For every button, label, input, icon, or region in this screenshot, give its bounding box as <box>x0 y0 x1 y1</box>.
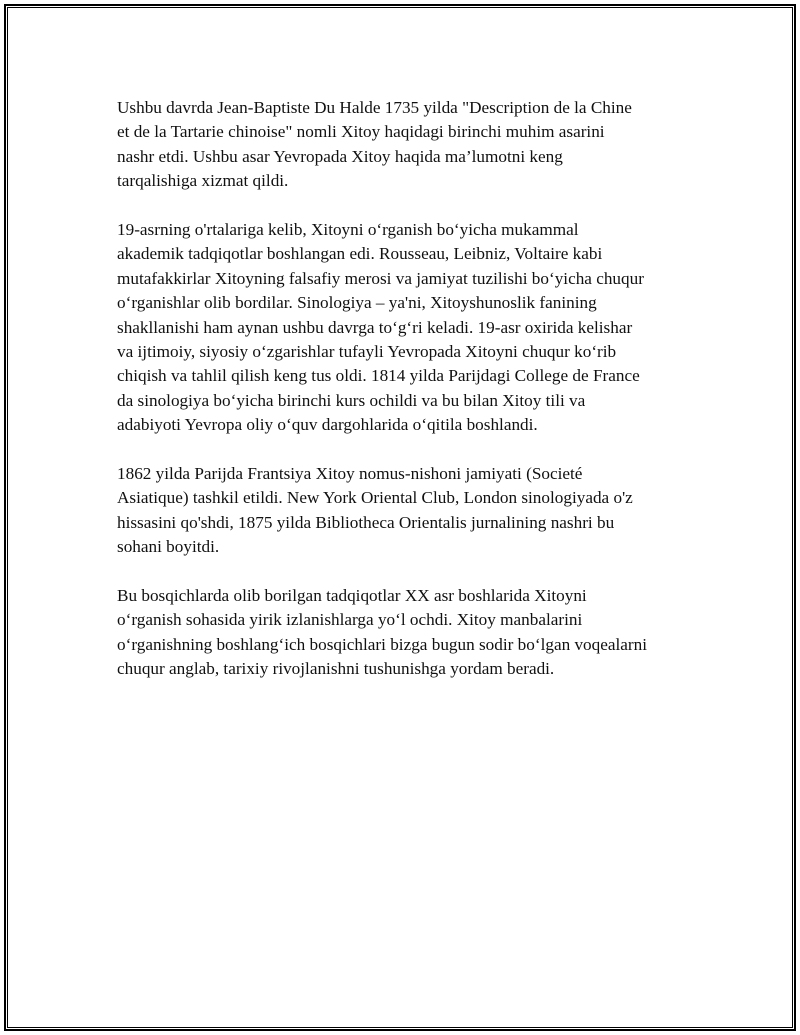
text-line: Asiatique) tashkil etildi. New York Oriental Club, London sinologiyada o'z <box>117 488 633 508</box>
text-line: mutafakkirlar Xitoyning falsafiy merosi va jamiyat tuzilishi bo‘yicha chuqur <box>117 268 644 288</box>
paragraph-2 <box>117 218 697 438</box>
text-line: sohani boyitdi. <box>117 537 220 557</box>
text-line: o‘rganishlar olib bordilar. Sinologiya – ya'ni, Xitoyshunoslik fanining <box>117 293 597 313</box>
text-line: tarqalishiga xizmat qildi. <box>117 171 289 191</box>
text-line: shakllanishi ham aynan ushbu davrga to‘g‘ri keladi. 19-asr oxirida kelishar <box>117 317 633 337</box>
document-body <box>117 96 697 706</box>
paragraph-4 <box>117 584 697 682</box>
paragraph-3 <box>117 462 697 560</box>
text-line: akademik tadqiqotlar boshlangan edi. Rousseau, Leibniz, Voltaire kabi <box>117 244 603 264</box>
text-line: adabiyoti Yevropa oliy o‘quv dargohlarida o‘qitila boshlandi. <box>117 415 538 435</box>
text-line: da sinologiya bo‘yicha birinchi kurs ochildi va bu bilan Xitoy tili va <box>117 390 586 410</box>
text-line: va ijtimoiy, siyosiy o‘zgarishlar tufayli Yevropada Xitoyni chuqur ko‘rib <box>117 342 617 362</box>
text-line: et de la Tartarie chinoise" nomli Xitoy haqidagi birinchi muhim asarini <box>117 122 605 142</box>
text-line: Ushbu davrda Jean-Baptiste Du Halde 1735 yilda "Description de la Chine <box>117 98 632 117</box>
text-line: nashr etdi. Ushbu asar Yevropada Xitoy haqida ma’lumotni keng <box>117 146 563 166</box>
text-line: o‘rganish sohasida yirik izlanishlarga yo‘l ochdi. Xitoy manbalarini <box>117 610 583 630</box>
text-line: chuqur anglab, tarixiy rivojlanishni tushunishga yordam beradi. <box>117 659 555 679</box>
text-line: 1862 yilda Parijda Frantsiya Xitoy nomus-nishoni jamiyati (Societé <box>117 464 583 484</box>
text-line: 19-asrning o'rtalariga kelib, Xitoyni o‘rganish bo‘yicha mukammal <box>117 220 579 240</box>
text-line: Bu bosqichlarda olib borilgan tadqiqotlar XX asr boshlarida Xitoyni <box>117 586 587 606</box>
paragraph-1 <box>117 96 697 194</box>
document-page <box>4 4 796 1031</box>
text-line: o‘rganishning boshlang‘ich bosqichlari bizga bugun sodir bo‘lgan voqealarni <box>117 634 647 654</box>
text-line: hissasini qo'shdi, 1875 yilda Bibliotheca Orientalis jurnalining nashri bu <box>117 512 615 532</box>
text-line: chiqish va tahlil qilish keng tus oldi. 1814 yilda Parijdagi College de France <box>117 366 640 386</box>
